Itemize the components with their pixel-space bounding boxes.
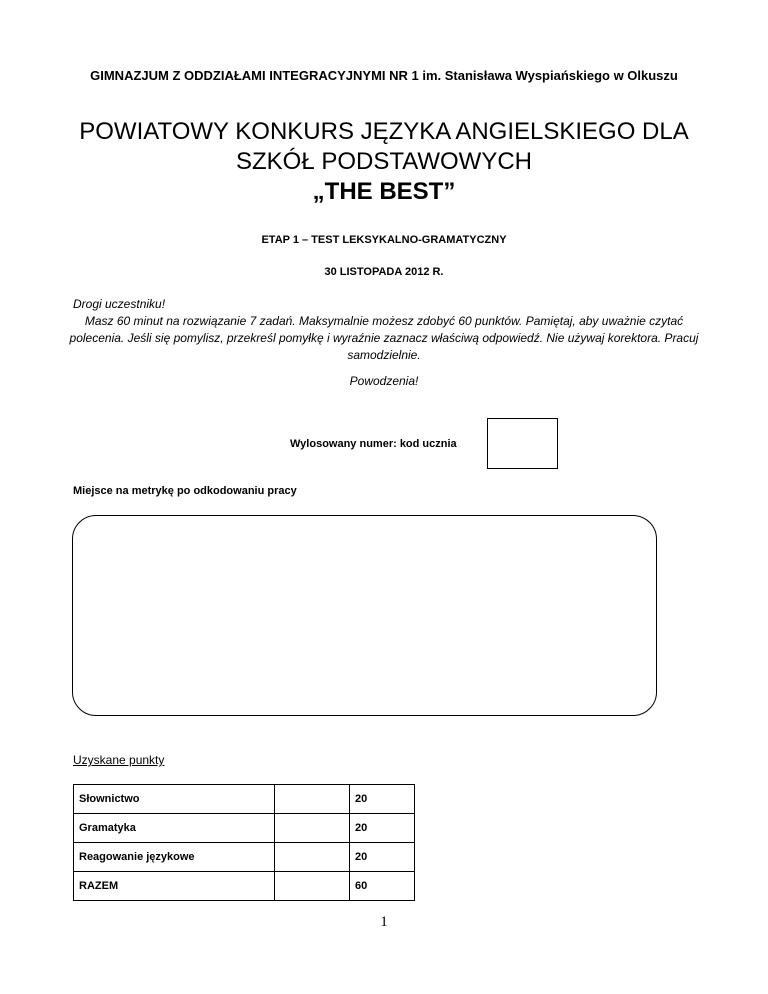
metric-box[interactable] bbox=[72, 515, 657, 716]
scores-table bbox=[73, 784, 415, 901]
score-cell[interactable] bbox=[275, 785, 350, 814]
score-cell[interactable] bbox=[275, 872, 350, 901]
table-row bbox=[74, 872, 415, 901]
page-number: 1 bbox=[380, 914, 388, 930]
points-label: Uzyskane punkty bbox=[73, 753, 165, 767]
max-cell: 20 bbox=[350, 814, 415, 843]
stage-heading: ETAP 1 – TEST LEKSYKALNO-GRAMATYCZNY bbox=[261, 234, 507, 246]
student-number-label: Wylosowany numer: kod ucznia bbox=[290, 438, 457, 450]
student-number-box[interactable] bbox=[487, 418, 558, 469]
contest-title-line1: POWIATOWY KONKURS JĘZYKA ANGIELSKIEGO DLA SZKÓŁ PODSTAWOWYCH bbox=[79, 118, 689, 175]
table-row bbox=[74, 843, 415, 872]
table-row bbox=[74, 785, 415, 814]
school-header: GIMNAZJUM Z ODDZIAŁAMI INTEGRACYJNYMI NR 1 im. Stanisława Wyspiańskiego w Olkuszu bbox=[90, 68, 678, 83]
metric-label: Miejsce na metrykę po odkodowaniu pracy bbox=[73, 485, 297, 497]
greeting: Drogi uczestniku! bbox=[73, 297, 166, 311]
instructions-text: Masz 60 minut na rozwiązanie 7 zadań. Maksymalnie możesz zdobyć 60 punktów. Pamiętaj, aby uważnie czytać polecenia. Jeśli się pomylisz, przekreśl pomyłkę i wyraźnie zaznacz właściwą odpowiedź. Nie używaj korektora. Pracuj samodzielnie. bbox=[69, 314, 699, 362]
contest-title bbox=[40, 117, 728, 207]
good-luck-text: Powodzenia! bbox=[349, 374, 419, 388]
score-cell[interactable] bbox=[275, 814, 350, 843]
exam-date: 30 LISTOPADA 2012 R. bbox=[324, 266, 444, 278]
category-cell: RAZEM bbox=[74, 872, 275, 901]
max-cell: 20 bbox=[350, 843, 415, 872]
max-cell: 60 bbox=[350, 872, 415, 901]
category-cell: Gramatyka bbox=[74, 814, 275, 843]
score-cell[interactable] bbox=[275, 843, 350, 872]
max-cell: 20 bbox=[350, 785, 415, 814]
category-cell: Reagowanie językowe bbox=[74, 843, 275, 872]
table-row bbox=[74, 814, 415, 843]
contest-title-line2: „THE BEST” bbox=[312, 178, 456, 205]
category-cell: Słownictwo bbox=[74, 785, 275, 814]
